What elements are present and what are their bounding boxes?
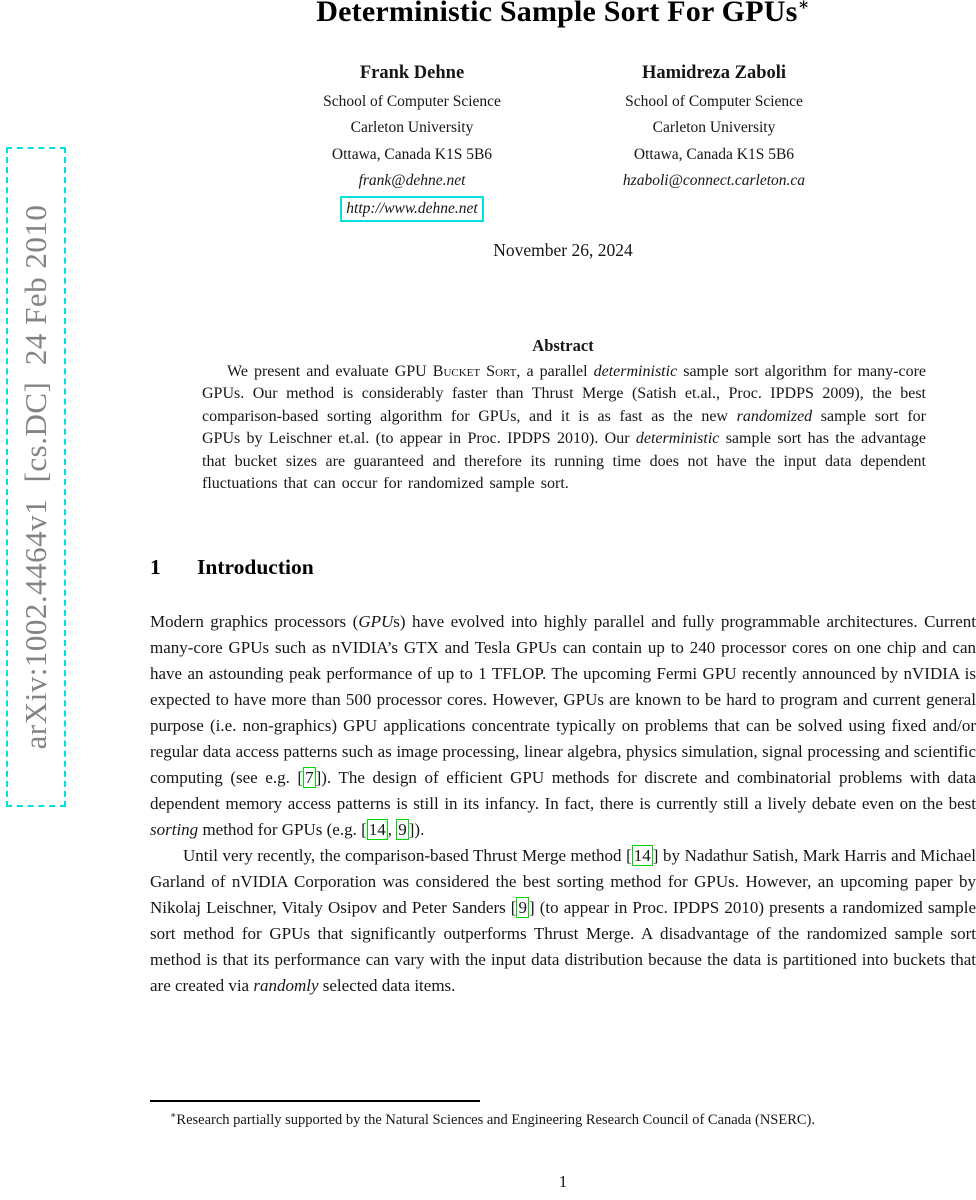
paper-title-text: Deterministic Sample Sort For GPUs — [316, 0, 798, 28]
introduction-text — [150, 609, 976, 999]
paragraph — [150, 609, 976, 843]
text-run: Until very recently, the comparison-based Thrust Merge method [ — [183, 846, 632, 865]
citation-link[interactable]: 9 — [518, 898, 527, 917]
paper-content — [150, 0, 976, 1200]
text-run: method for GPUs (e.g. [ — [198, 820, 367, 839]
text-run: ] by Nadathur Satish, Mark Harris and Michael Garland of nVIDIA Corporation was considered the best sorting method for GPUs. However, an upcoming paper by Nikolaj Leischner, Vitaly Osipov and Peter Sanders [ — [150, 846, 976, 917]
footnote-text: Research partially supported by the Natural Sciences and Engineering Research Council of Canada (NSERC). — [176, 1111, 816, 1128]
author-email: hzaboli@connect.carleton.ca — [622, 172, 806, 190]
text-run: s) have evolved into highly parallel and fully programmable architectures. Current many-core GPUs such as nVIDIA’s GTX and Tesla GPUs can contain up to 240 processor cores on one chip and can have an astounding peak performance of up to 1 TFLOP. The upcoming Fermi GPU recently announced by nVIDIA is expected to have more than 500 processor cores. However, GPUs are known to be hard to program and current general purpose (i.e. non-graphics) GPU applications concentrate typically on problems that can be solved using fixed and/or regular data access patterns such as image processing, linear algebra, physics simulation, signal processing and scientific computing (see e.g. [ — [150, 612, 976, 787]
text-run: Modern graphics processors ( — [150, 612, 359, 631]
citation-link[interactable]: 7 — [305, 768, 314, 787]
author-affiliation-line: Ottawa, Canada K1S 5B6 — [331, 145, 493, 163]
text-run: deterministic — [593, 363, 678, 380]
section-heading-introduction — [150, 555, 976, 580]
text-run: randomly — [253, 976, 319, 995]
citation-link[interactable]: 14 — [368, 820, 386, 839]
text-run: GPU — [358, 612, 394, 631]
text-run: ] (to appear in Proc. IPDPS 2010) presents a randomized sample sort method for GPUs that significantly outperforms Thrust Merge. A disadvantage of the randomized sample sort method is that its performance can vary with the input data distribution because the data is partitioned into buckets that are created via — [150, 898, 976, 995]
text-run: , — [387, 820, 397, 839]
text-run: sample sort for GPUs by Leischner et.al. (to appear in Proc. IPDPS 2010). Our — [202, 407, 926, 448]
page-number: 1 — [558, 1172, 568, 1191]
paragraph — [150, 843, 976, 999]
author-affiliation-line: School of Computer Science — [625, 93, 803, 110]
footnote-marker: ∗ — [170, 1111, 177, 1121]
text-run: deterministic — [635, 430, 720, 448]
paper-date: November 26, 2024 — [493, 240, 633, 260]
citation-link[interactable]: 14 — [633, 846, 651, 865]
author-block — [150, 62, 976, 222]
abstract-heading: Abstract — [532, 336, 594, 355]
author-frank-dehne — [293, 62, 531, 222]
section-number: 1 — [150, 555, 161, 579]
author-affiliation-line: School of Computer Science — [323, 93, 501, 110]
text-run: sorting — [150, 820, 199, 839]
author-name: Hamidreza Zaboli — [641, 63, 787, 83]
author-homepage-link[interactable]: http://www.dehne.net — [340, 196, 483, 222]
title-footnote-marker: ∗ — [797, 0, 810, 14]
text-run: randomized — [736, 407, 813, 425]
author-affiliation-line: Carleton University — [350, 119, 474, 137]
text-run: sample sort algorithm for many-core GPUs. Our method is considerably faster than Thrust Merge (Satish et.al., Proc. IPDPS 2009), the best comparison-based sorting algorithm for GPUs, and it is as fast as the new — [202, 363, 927, 425]
text-run: Bucket Sort — [432, 363, 517, 380]
text-run: ]). The design of efficient GPU methods for discrete and combinatorial problems with data dependent memory access patterns is still in its infancy. In fact, there is currently still a lively debate even on the best — [150, 768, 976, 813]
author-affiliation-line: Carleton University — [652, 119, 776, 137]
abstract-text — [202, 361, 926, 495]
citation-link[interactable]: 9 — [398, 820, 407, 839]
arxiv-stamp — [6, 147, 66, 807]
author-hamidreza-zaboli — [595, 62, 833, 222]
text-run: sample sort has the advantage that bucket sizes are guaranteed and therefore its running time does not have the input data dependent fluctuations that can occur for randomized sample sort. — [202, 430, 927, 493]
author-email: frank@dehne.net — [358, 172, 466, 190]
footnote — [150, 1106, 976, 1131]
author-homepage-row — [293, 196, 531, 222]
footnote-rule — [150, 1100, 480, 1102]
text-run: selected data items. — [318, 976, 456, 995]
text-run: ]). — [408, 820, 425, 839]
arxiv-stamp-text: arXiv:1002.4464v1 [cs.DC] 24 Feb 2010 — [18, 204, 53, 750]
text-run: We present and evaluate GPU — [227, 363, 433, 380]
author-affiliation-line: Ottawa, Canada K1S 5B6 — [633, 145, 795, 163]
paper-title — [150, 0, 976, 29]
text-run: , a parallel — [516, 363, 594, 380]
section-title: Introduction — [197, 555, 314, 579]
author-name: Frank Dehne — [359, 63, 465, 83]
